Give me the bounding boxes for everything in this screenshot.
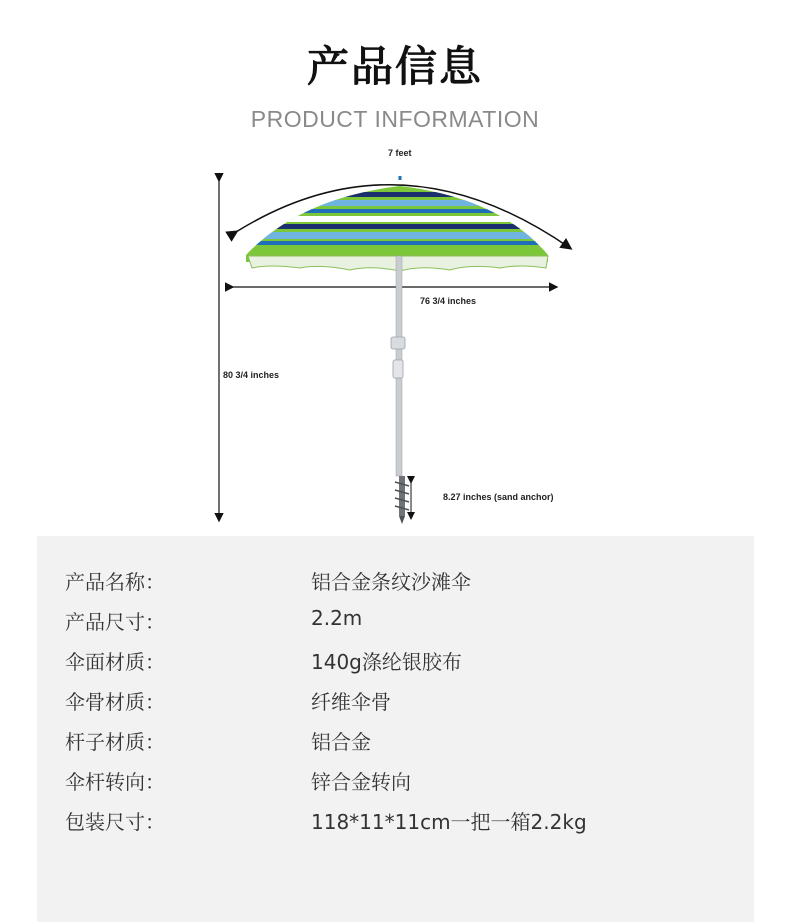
spec-panel xyxy=(37,536,754,922)
spec-row-size xyxy=(65,606,725,636)
spec-key: 杆子材质： xyxy=(65,730,165,754)
spec-key: 伞杆转向： xyxy=(65,770,165,794)
umbrella-dimension-figure xyxy=(0,140,790,530)
span-label: 7 feet xyxy=(388,148,412,158)
spec-value: 铝合金条纹沙滩伞 xyxy=(311,570,471,594)
spec-value: 锌合金转向 xyxy=(311,770,411,794)
spec-row-pole-material xyxy=(65,726,725,756)
spec-row-name xyxy=(65,566,725,596)
spec-key: 产品尺寸： xyxy=(65,610,165,634)
page-subtitle: PRODUCT INFORMATION xyxy=(250,106,540,132)
sand-anchor xyxy=(395,476,409,524)
page-title: 产品信息 xyxy=(306,42,483,91)
anchor-label: 8.27 inches (sand anchor) xyxy=(443,492,554,502)
spec-value: 铝合金 xyxy=(311,730,371,754)
spec-row-canopy-material xyxy=(65,646,725,676)
spec-row-package xyxy=(65,806,725,836)
spec-value: 118*11*11cm一把一箱2.2kg xyxy=(311,810,587,834)
spec-row-rib-material xyxy=(65,686,725,716)
spec-row-tilt xyxy=(65,766,725,796)
spec-key: 伞骨材质： xyxy=(65,690,165,714)
spec-value: 2.2m xyxy=(311,606,363,630)
spec-value: 纤维伞骨 xyxy=(311,690,391,714)
spec-value: 140g涤纶银胶布 xyxy=(311,650,462,674)
spec-key: 产品名称： xyxy=(65,570,165,594)
spec-key: 伞面材质： xyxy=(65,650,165,674)
umbrella-diagram xyxy=(0,140,790,530)
width-label: 76 3/4 inches xyxy=(420,296,477,306)
height-label: 80 3/4 inches xyxy=(223,370,280,380)
spec-key: 包装尺寸： xyxy=(65,810,165,834)
